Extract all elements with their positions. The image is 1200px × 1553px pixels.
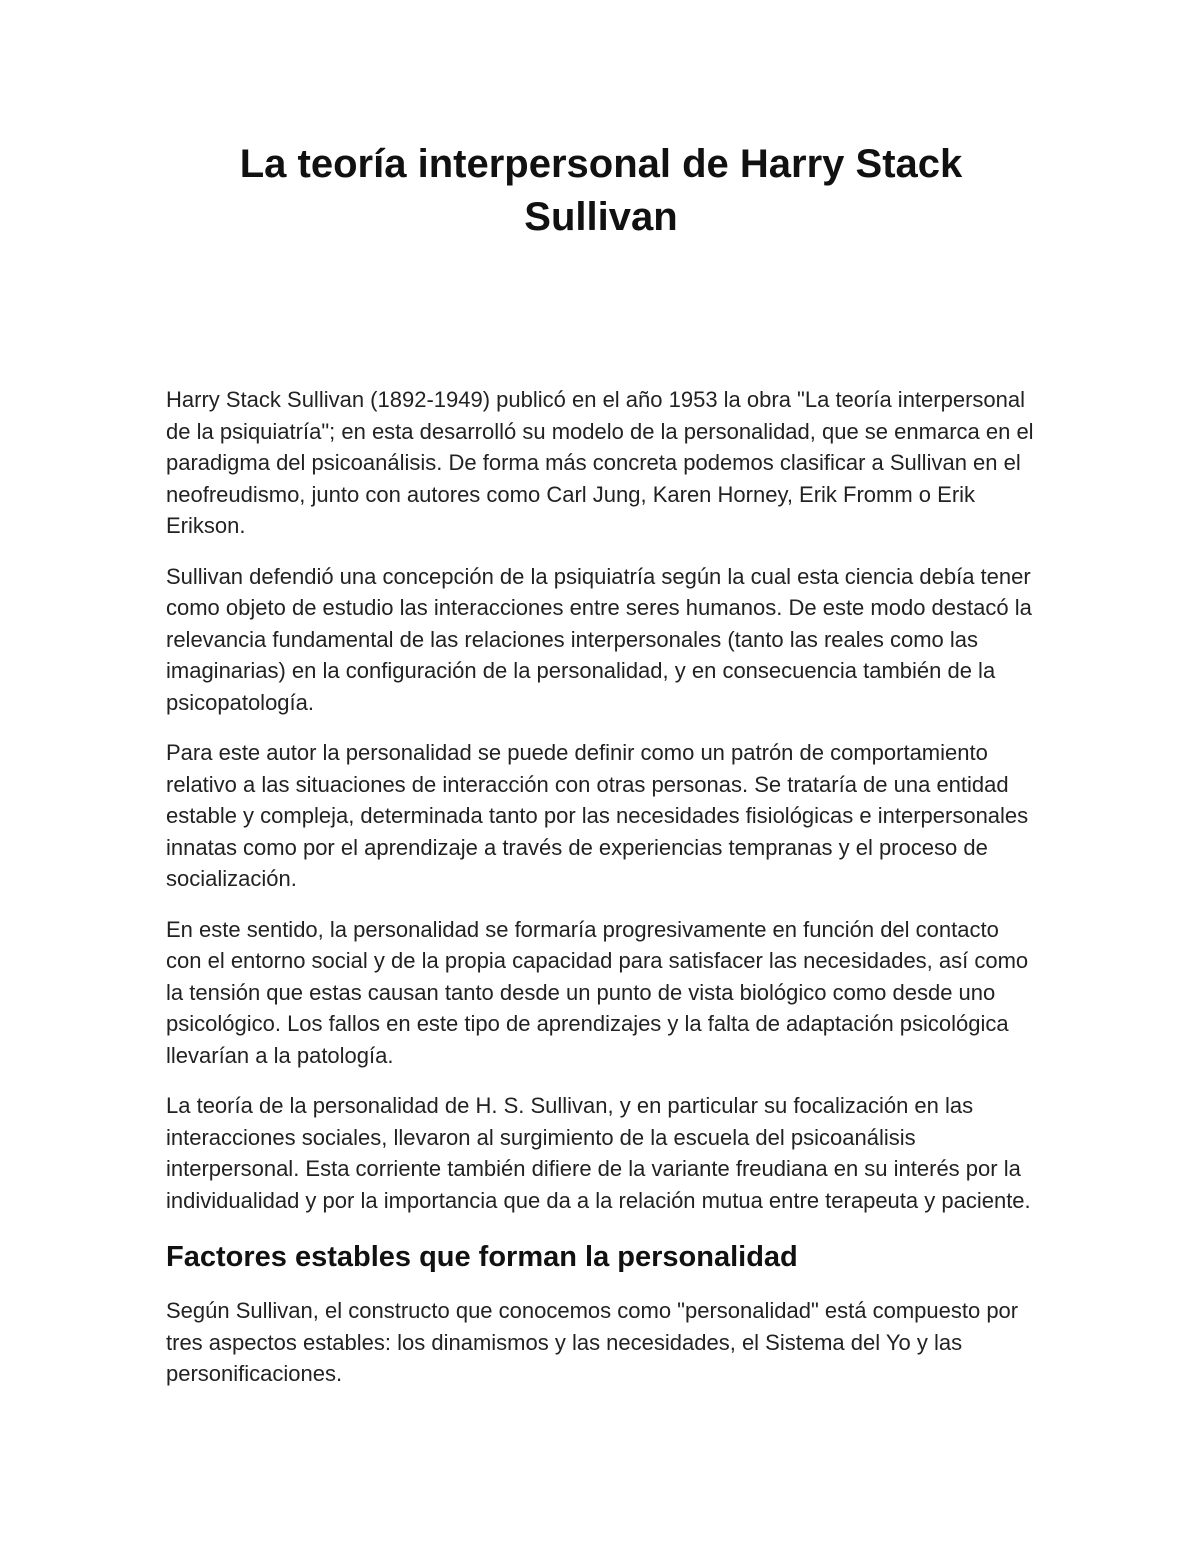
document-body	[166, 384, 1036, 1390]
paragraph-intro: Harry Stack Sullivan (1892-1949) publicó en el año 1953 la obra "La teoría interpersonal de la psiquiatría"; en esta desarrolló su modelo de la personalidad, que se enmarca en el paradigma del psicoanálisis. De forma más concreta podemos clasificar a Sullivan en el neofreudismo, junto con autores como Carl Jung, Karen Horney, Erik Fromm o Erik Erikson.	[166, 387, 1034, 538]
document-page	[166, 138, 1036, 1409]
paragraph-personality-definition: Para este autor la personalidad se puede definir como un patrón de comportamiento relativo a las situaciones de interacción con otras personas. Se trataría de una entidad estable y compleja, determinada tanto por las necesidades fisiológicas e interpersonales innatas como por el aprendizaje a través de experiencias tempranas y el proceso de socialización.	[166, 740, 1029, 891]
paragraph-psychiatry-concept: Sullivan defendió una concepción de la psiquiatría según la cual esta ciencia debía tener como objeto de estudio las interacciones entre seres humanos. De este modo destacó la relevancia fundamental de las relaciones interpersonales (tanto las reales como las imaginarias) en la configuración de la personalidad, y en consecuencia también de la psicopatología.	[166, 563, 1032, 715]
paragraph-personality-formation: En este sentido, la personalidad se formaría progresivamente en función del contacto con el entorno social y de la propia capacidad para satisfacer las necesidades, así como la tensión que estas causan tanto desde un punto de vista biológico como desde uno psicológico. Los fallos en este tipo de aprendizajes y la falta de adaptación psicológica llevarían a la patología.	[166, 916, 1029, 1068]
paragraph-stable-factors: Según Sullivan, el constructo que conocemos como "personalidad" está compuesto por tres aspectos estables: los dinamismos y las necesidades, el Sistema del Yo y las personificaciones.	[166, 1298, 1019, 1386]
document-title: La teoría interpersonal de Harry Stack Sullivan	[239, 142, 963, 239]
paragraph-interpersonal-school: La teoría de la personalidad de H. S. Sullivan, y en particular su focalización en las interacciones sociales, llevaron al surgimiento de la escuela del psicoanálisis interpersonal. Esta corriente también difiere de la variante freudiana en su interés por la individualidad y por la importancia que da a la relación mutua entre terapeuta y paciente.	[166, 1093, 1031, 1213]
section-heading: Factores estables que forman la personalidad	[166, 1241, 798, 1273]
